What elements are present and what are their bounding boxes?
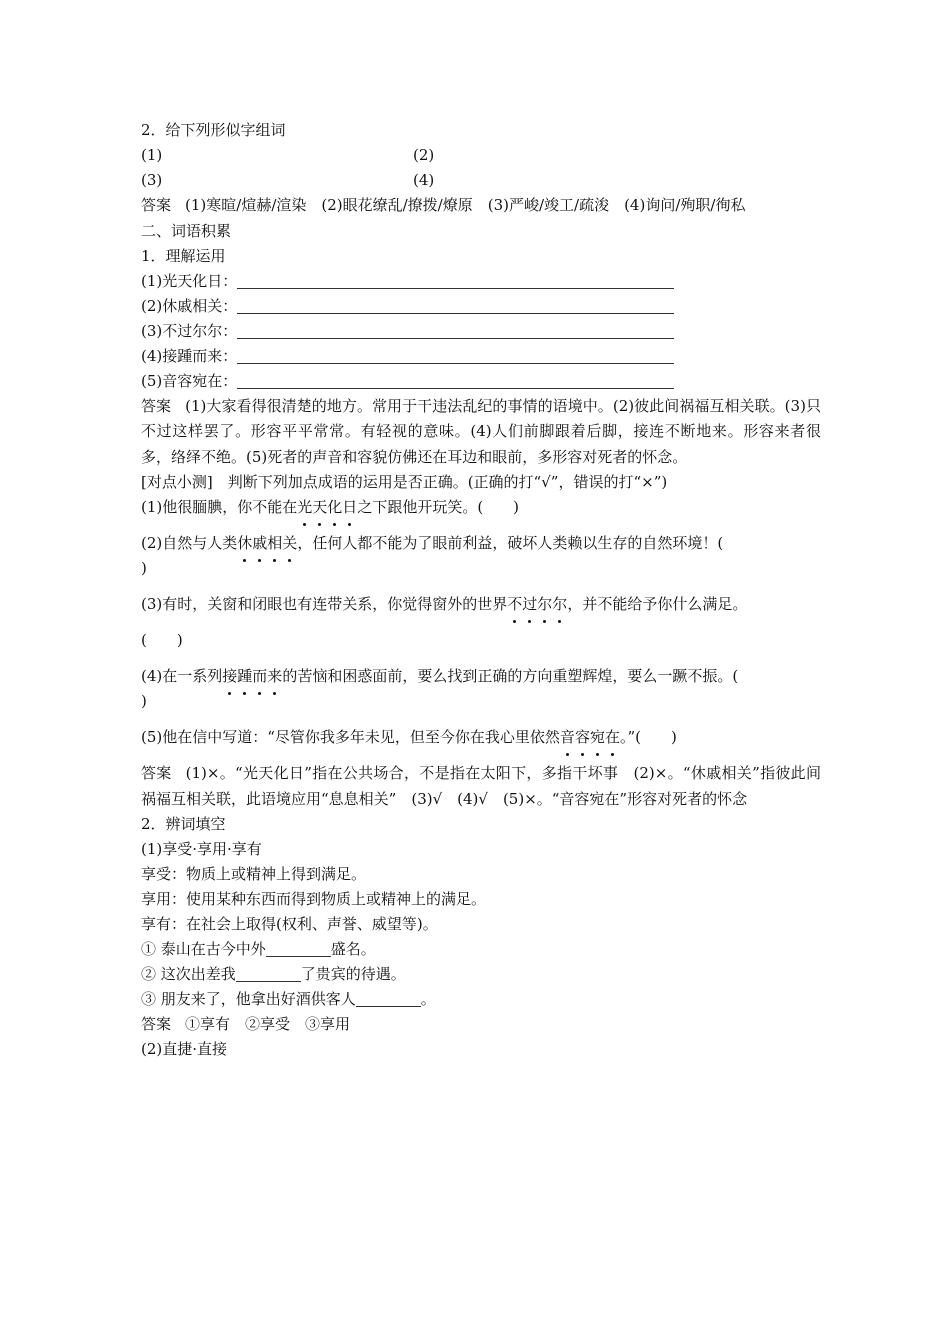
emphasis-char: 化 <box>327 495 342 520</box>
answer-label: 答案 <box>141 764 172 782</box>
emphasis-char: 踵 <box>237 664 252 689</box>
fill-sentence <box>141 987 821 1012</box>
quiz-question <box>141 592 821 617</box>
quiz-question <box>141 495 821 520</box>
fill-sentence <box>141 937 821 962</box>
question-text: ，并不能给予你什么满足。 <box>567 595 748 613</box>
term-label: (3)不过尔尔： <box>141 321 238 340</box>
definition: 享有：在社会上取得(权利、声誉、威望等)。 <box>141 915 438 933</box>
term-row <box>141 294 821 319</box>
question-text: (3)有时，关窗和闭眼也有连带关系，你觉得窗外的世界 <box>141 595 508 613</box>
section-heading: 2．给下列形似字组词 <box>141 121 286 139</box>
item-label: (1) <box>141 146 163 164</box>
term-row <box>141 344 821 369</box>
question-continuation: ) <box>141 692 147 710</box>
answer-paragraph <box>141 761 821 812</box>
fill-blank <box>237 372 674 389</box>
term-label: (5)音容宛在： <box>141 371 238 390</box>
document-page <box>141 118 821 1062</box>
emphasis-char: 不 <box>507 592 522 617</box>
emphasis-char: 过 <box>522 592 537 617</box>
emphasis-char: 来 <box>267 664 282 689</box>
emphasis-char: 宛 <box>590 725 605 750</box>
fill-blank <box>236 965 301 982</box>
sub-heading: 1．理解运用 <box>141 246 226 265</box>
term-row <box>141 369 821 394</box>
question-text: ，任何人都不能为了眼前利益，破坏人类赖以生存的自然环境！( <box>297 534 724 552</box>
answer-text: (1)寒暄/煊赫/渲染 (2)眼花缭乱/撩拨/燎原 (3)严峻/竣工/疏浚 (4)询问/殉职/徇私 <box>185 196 746 214</box>
emphasis-char: 接 <box>222 664 237 689</box>
question-text: (2)自然与人类 <box>141 534 238 552</box>
question-text: 的苦恼和困惑面前，要么找到正确的方向重塑辉煌，要么一蹶不振。( <box>282 667 739 685</box>
answer-paragraph <box>141 394 821 471</box>
dotted-idiom <box>222 664 282 689</box>
item-label: (4) <box>413 171 435 189</box>
question-text: 。”( ) <box>619 728 677 746</box>
term-label: (1)光天化日： <box>141 271 238 290</box>
question-continuation: ( ) <box>141 631 183 649</box>
answer-label: 答案 <box>141 1015 172 1033</box>
term-row <box>141 269 821 294</box>
fill-blank <box>237 347 674 364</box>
sentence-text: 盛名。 <box>330 940 376 958</box>
word-row <box>141 143 821 168</box>
emphasis-char: 光 <box>297 495 312 520</box>
fill-blank <box>266 940 331 957</box>
question-text: (4)在一系列 <box>141 667 223 685</box>
emphasis-char: 尔 <box>552 592 567 617</box>
fill-blank <box>237 297 674 314</box>
sentence-text: ② 这次出差我 <box>141 965 236 983</box>
fill-blank <box>237 272 674 289</box>
dotted-idiom <box>507 592 567 617</box>
dotted-idiom <box>297 495 357 520</box>
answer-text: ①享有 ②享受 ③享用 <box>185 1015 351 1033</box>
word-row <box>141 168 821 193</box>
question-text: (1)他很腼腆，你不能在 <box>141 498 298 516</box>
emphasis-char: 而 <box>252 664 267 689</box>
fill-sentence <box>141 962 821 987</box>
definition: 享受：物质上或精神上得到满足。 <box>141 865 367 883</box>
emphasis-char: 音 <box>560 725 575 750</box>
question-text: 之下跟他开玩笑。( ) <box>357 498 520 516</box>
dotted-idiom <box>237 531 297 556</box>
emphasis-char: 日 <box>342 495 357 520</box>
quiz-question <box>141 664 821 689</box>
quiz-intro: [对点小测] 判断下列加点成语的运用是否正确。(正确的打“√”，错误的打“×”) <box>141 473 668 491</box>
emphasis-char: 尔 <box>537 592 552 617</box>
sentence-text: 了贵宾的待遇。 <box>300 965 406 983</box>
dotted-idiom <box>560 725 620 750</box>
quiz-question <box>141 725 821 750</box>
emphasis-char: 容 <box>575 725 590 750</box>
question-continuation: ) <box>141 559 147 577</box>
emphasis-char: 戚 <box>252 531 267 556</box>
emphasis-char: 关 <box>282 531 297 556</box>
emphasis-char: 休 <box>237 531 252 556</box>
sub-heading: 2．辨词填空 <box>141 815 226 833</box>
answer-paragraph <box>141 193 821 219</box>
answer-label: 答案 <box>141 396 172 415</box>
sentence-text: ③ 朋友来了，他拿出好酒供客人 <box>141 990 356 1008</box>
definition: 享用：使用某种东西而得到物质上或精神上的满足。 <box>141 890 487 908</box>
item-label: (3) <box>141 171 163 189</box>
answer-text: (1)大家看得很清楚的地方。常用于干违法乱纪的事情的语境中。(2)彼此间祸福互相关联。(3)只不过这样罢了。形容平平常常。有轻视的意味。(4)人们前脚跟着后脚，接连不断地来。形容来者很多，络绎不绝。(5)死者的声音和容貌仿佛还在耳边和眼前，多形容对死者的怀念。 <box>141 396 821 466</box>
answer-label: 答案 <box>141 196 172 214</box>
emphasis-char: 在 <box>605 725 620 750</box>
word-group: (2)直捷·直接 <box>141 1040 228 1058</box>
answer-text: (1)×。“光天化日”指在公共场合，不是指在太阳下，多指干坏事 (2)×。“休戚相关”指彼此间祸福互相关联，此语境应用“息息相关” (3)√ (4)√ (5)×。“音容宛在”形容对死者的怀念 <box>141 764 821 808</box>
term-label: (2)休戚相关： <box>141 296 238 315</box>
sentence-text: 。 <box>420 990 436 1008</box>
section-title: 二、词语积累 <box>141 221 232 240</box>
item-label: (2) <box>413 146 435 164</box>
quiz-question <box>141 531 821 556</box>
answer-line <box>141 1012 821 1037</box>
term-label: (4)接踵而来： <box>141 346 238 365</box>
emphasis-char: 天 <box>312 495 327 520</box>
emphasis-char: 相 <box>267 531 282 556</box>
question-text: (5)他在信中写道：“尽管你我多年未见，但至今你在我心里依然 <box>141 728 560 746</box>
fill-blank <box>356 990 421 1007</box>
term-row <box>141 319 821 344</box>
word-group: (1)享受·享用·享有 <box>141 840 262 858</box>
fill-blank <box>237 322 674 339</box>
sentence-text: ① 泰山在古今中外 <box>141 940 266 958</box>
